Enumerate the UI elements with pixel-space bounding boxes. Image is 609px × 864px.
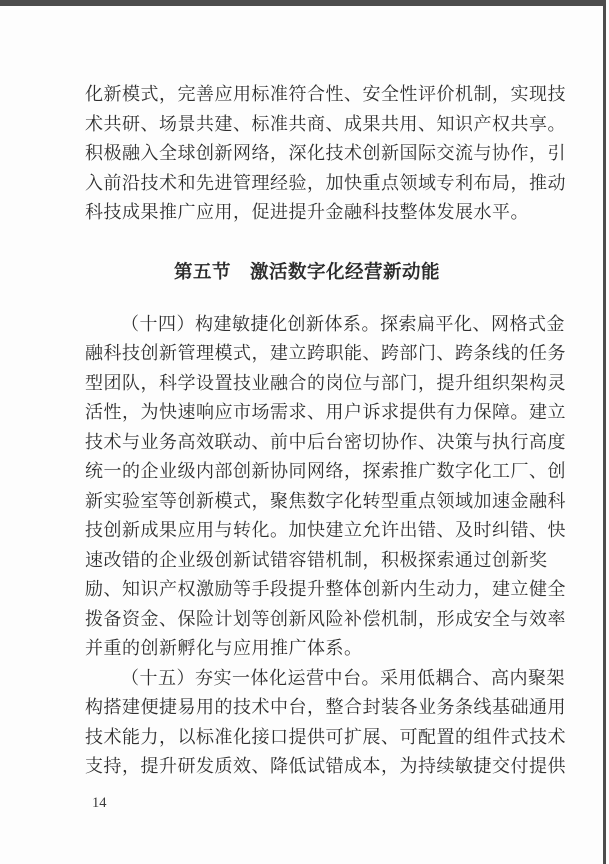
text-line: 融科技创新管理模式，建立跨职能、跨部门、跨条线的任务 (85, 343, 566, 363)
scan-edge-top (0, 0, 606, 6)
document-body (85, 80, 566, 782)
text-line: 速改错的企业级创新试错容错机制，积极探索通过创新奖 (85, 549, 548, 570)
text-line: 科技成果推广应用，促进提升金融科技整体发展水平。 (85, 202, 529, 222)
paragraph-14 (85, 310, 566, 664)
text-line: 支持，提升研发质效、降低试错成本，为持续敏捷交付提供 (85, 756, 566, 776)
text-line: 技术能力，以标准化接口提供可扩展、可配置的组件式技术 (85, 726, 566, 747)
text-line: 统一的企业级内部创新协同网络，探索推广数字化工厂、创 (85, 461, 566, 481)
text-line: 型团队，科学设置技业融合的岗位与部门，提升组织架构灵 (85, 372, 566, 393)
paragraph-15 (85, 664, 566, 782)
text-line: 技创新成果应用与转化。加快建立允许出错、及时纠错、快 (85, 520, 566, 540)
page-number: 14 (92, 795, 107, 811)
text-line: 入前沿技术和先进管理经验，加快重点领域专利布局，推动 (85, 172, 566, 193)
text-line: 术共研、场景共建、标准共商、成果共用、知识产权共享。 (85, 113, 566, 134)
text-line: （十四）构建敏捷化创新体系。探索扁平化、网格式金 (121, 313, 565, 334)
text-line: 拨备资金、保险计划等创新风险补偿机制，形成安全与效率 (85, 608, 566, 629)
text-line: 活性，为快速响应市场需求、用户诉求提供有力保障。建立 (85, 402, 566, 422)
section-heading: 第五节 激活数字化经营新动能 (173, 262, 440, 283)
text-line: 并重的创新孵化与应用推广体系。 (85, 638, 363, 658)
text-line: 构搭建便捷易用的技术中台，整合封装各业务条线基础通用 (85, 697, 566, 717)
text-line: 新实验室等创新模式，聚焦数字化转型重点领域加速金融科 (85, 490, 566, 511)
text-line: 励、知识产权激励等手段提升整体创新内生动力，建立健全 (85, 579, 566, 599)
intro-paragraph (85, 80, 566, 228)
scan-edge-right (603, 0, 606, 864)
text-line: 技术与业务高效联动、前中后台密切协作、决策与执行高度 (85, 431, 566, 452)
text-line: （十五）夯实一体化运营中台。采用低耦合、高内聚架 (121, 667, 565, 688)
text-line: 化新模式，完善应用标准符合性、安全性评价机制，实现技 (85, 84, 566, 104)
text-line: 积极融入全球创新网络，深化技术创新国际交流与协作，引 (85, 143, 566, 163)
